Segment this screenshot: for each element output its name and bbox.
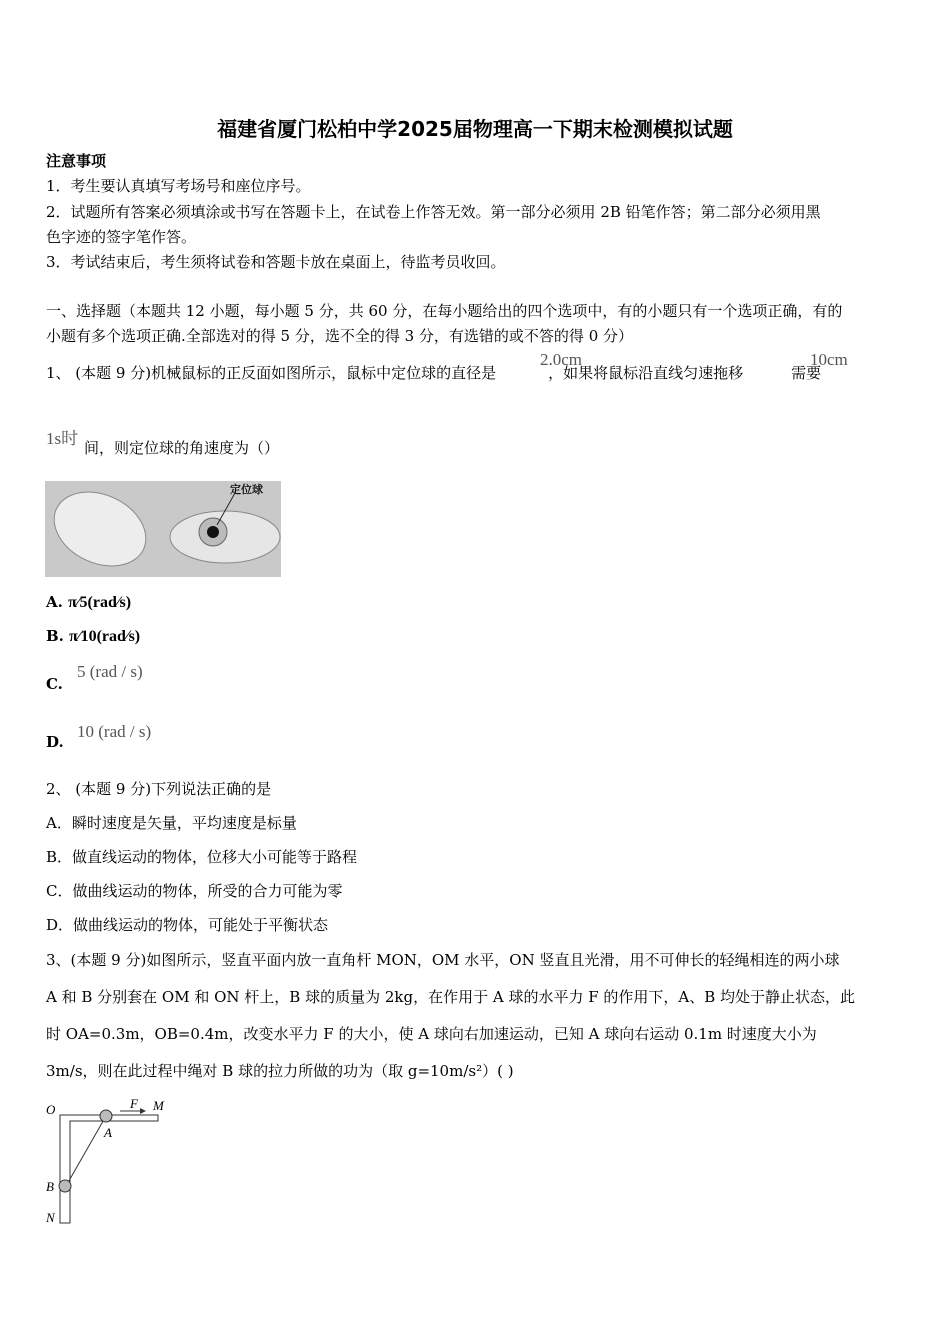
svg-text:B: B — [46, 1179, 54, 1194]
notice-item: 1．考生要认真填写考场号和座位序号。 — [46, 177, 311, 195]
q1-distance: 10cm — [810, 350, 848, 369]
figure-label: 定位球 — [230, 483, 263, 496]
svg-text:F: F — [130, 1096, 138, 1111]
q1-option-d: D. — [46, 733, 64, 751]
q3-text: A 和 B 分别套在 OM 和 ON 杆上，B 球的质量为 2kg，在作用于 A 球的水平力 F 的作用下，A、B 均处于静止状态，此 — [46, 988, 856, 1006]
q1-time: 1s时 — [46, 429, 79, 448]
q2-option: C．做曲线运动的物体，所受的合力可能为零 — [46, 882, 343, 900]
q1-option-b: B. π⁄10(rad⁄s) — [46, 627, 141, 645]
svg-text:O: O — [46, 1102, 56, 1117]
notice-item: 2．试题所有答案必须填涂或书写在答题卡上，在试卷上作答无效。第一部分必须用 2B 铅笔作答；第二部分必须用黑 — [46, 203, 821, 221]
q1-text: 1、 (本题 9 分)机械鼠标的正反面如图所示，鼠标中定位球的直径是 ，如果将鼠标沿直线匀速拖移 需要 — [46, 364, 822, 382]
q3-text: 3、(本题 9 分)如图所示，竖直平面内放一直角杆 MON，OM 水平，ON 竖直且光滑，用不可伸长的轻绳相连的两小球 — [46, 951, 840, 969]
section-heading: 一、选择题（本题共 12 小题，每小题 5 分，共 60 分，在每小题给出的四个选项中，有的小题只有一个选项正确，有的 — [46, 302, 843, 320]
mouse-figure — [45, 481, 281, 577]
q2-text: 2、 (本题 9 分)下列说法正确的是 — [46, 780, 272, 798]
page-title: 福建省厦门松柏中学2025届物理高一下期末检测模拟试题 — [217, 117, 733, 141]
notice-item: 3．考试结束后，考生须将试卷和答题卡放在桌面上，待监考员收回。 — [46, 253, 506, 271]
q1-option-d-value: 10 (rad / s) — [77, 722, 152, 741]
svg-text:M: M — [153, 1098, 164, 1113]
notice-item: 色字迹的签字笔作答。 — [46, 228, 197, 246]
q1-option-a: A. π⁄5(rad⁄s) — [46, 593, 132, 611]
q2-option: A．瞬时速度是矢量，平均速度是标量 — [46, 814, 297, 832]
q3-text: 时 OA=0.3m，OB=0.4m，改变水平力 F 的大小，使 A 球向右加速运动，已知 A 球向右运动 0.1m 时速度大小为 — [46, 1025, 817, 1043]
q3-text: 3m/s，则在此过程中绳对 B 球的拉力所做的功为（取 g=10m/s²）( ) — [46, 1062, 514, 1080]
section-heading: 小题有多个选项正确.全部选对的得 5 分，选不全的得 3 分，有选错的或不答的得 0 分） — [46, 327, 634, 345]
q1-option-c-value: 5 (rad / s) — [77, 662, 143, 681]
q1-option-c: C. — [46, 675, 63, 693]
q2-option: B．做直线运动的物体，位移大小可能等于路程 — [46, 848, 358, 866]
q1-diameter: 2.0cm — [540, 350, 583, 369]
mouse-illustration — [45, 481, 281, 577]
svg-text:A: A — [104, 1125, 112, 1140]
q2-option: D．做曲线运动的物体，可能处于平衡状态 — [46, 916, 329, 934]
notice-heading: 注意事项 — [46, 152, 107, 170]
svg-text:N: N — [46, 1210, 55, 1225]
rod-diagram — [40, 1095, 180, 1230]
q1-text-cont: 间，则定位球的角速度为（） — [84, 439, 280, 457]
